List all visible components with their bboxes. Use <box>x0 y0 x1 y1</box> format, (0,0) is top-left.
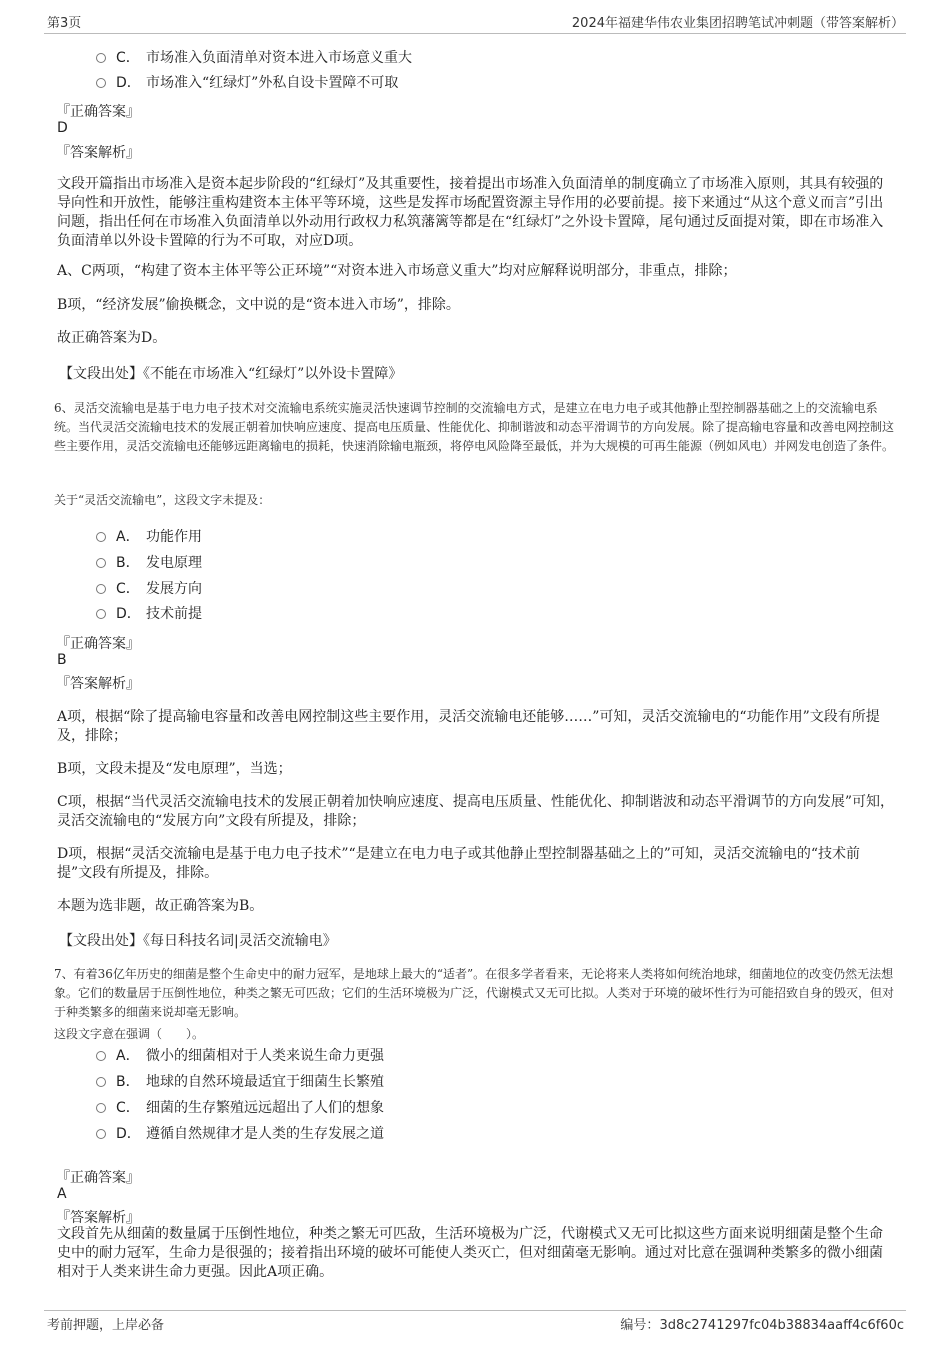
analysis-label: 『答案解析』 <box>56 145 140 161</box>
document-code-value: 3d8c2741297fc04b38834aaff4c6f60c <box>659 1318 904 1333</box>
analysis-label: 『答案解析』 <box>56 676 140 692</box>
radio-icon[interactable] <box>96 558 106 568</box>
footer-slogan: 考前押题，上岸必备 <box>47 1318 165 1333</box>
correct-answer: B <box>57 652 67 668</box>
question-stem: 6、灵活交流输电是基于电力电子技术对交流输电系统实施灵活快速调节控制的交流输电方式，是建立在电力电子或其他静止型控制器基础之上的交流输电系统。当代灵活交流输电技术的发展正朝着加快响应速度、提高电压质量、性能优化、抑制谐波和动态平滑调节的方向发展。除了提高输电容量和改善电网控制这些主要作用，灵活交流输电还能够远距离输电的损耗，快速消除输电瓶颈，将停电风险降至最低，并为大规模的可再生能源（例如风电）并网发电创造了条件。 <box>54 401 895 453</box>
radio-icon[interactable] <box>96 1077 106 1087</box>
analysis-paragraph: B项，“经济发展”偷换概念，文中说的是“资本进入市场”，排除。 <box>57 297 460 313</box>
option-b[interactable]: B． 地球的自然环境最适宜于细菌生长繁殖 <box>96 1072 384 1092</box>
correct-answer: A <box>57 1186 67 1202</box>
passage-source: 【文段出处】《每日科技名词|灵活交流输电》 <box>59 933 337 949</box>
option-d[interactable]: D． 遵循自然规律才是人类的生存发展之道 <box>96 1124 384 1144</box>
radio-icon[interactable] <box>96 1129 106 1139</box>
analysis-paragraph: 文段开篇指出市场准入是资本起步阶段的“红绿灯”及其重要性，接着提出市场准入负面清单的制度确立了市场准入原则，其具有较强的导向性和开放性，能够注重构建资本主体平等环境，这些是发挥市场配置资源主导作用的必要前提。接下来通过“从这个意义而言”引出问题，指出任何在市场准入负面清单以外动用行政权力私筑藩篱等都是在“红绿灯”之外设卡置障，尾句通过反面提对策，即在市场准入负面清单以外设卡置障的行为不可取，对应D项。 <box>57 176 884 249</box>
radio-icon[interactable] <box>96 584 106 594</box>
analysis-paragraph: 故正确答案为D。 <box>57 330 167 346</box>
radio-icon[interactable] <box>96 1103 106 1113</box>
option-c[interactable]: C． 市场准入负面清单对资本进入市场意义重大 <box>96 48 412 68</box>
analysis-paragraph: 本题为选非题，故正确答案为B。 <box>57 898 264 914</box>
correct-answer-label: 『正确答案』 <box>56 636 140 652</box>
header-divider <box>44 33 906 34</box>
radio-icon[interactable] <box>96 609 106 619</box>
analysis-paragraph: C项，根据“当代灵活交流输电技术的发展正朝着加快响应速度、提高电压质量、性能优化、抑制谐波和动态平滑调节的方向发展”可知，灵活交流输电的“发展方向”文段有所提及，排除； <box>57 794 895 829</box>
radio-icon[interactable] <box>96 78 106 88</box>
analysis-paragraph: A项，根据“除了提高输电容量和改善电网控制这些主要作用，灵活交流输电还能够……”可知，灵活交流输电的“功能作用”文段有所提及，排除； <box>57 709 880 744</box>
correct-answer: D <box>57 120 68 136</box>
question-prompt: 关于“灵活交流输电”，这段文字未提及： <box>54 493 271 507</box>
analysis-paragraph: B项，文段未提及“发电原理”，当选； <box>57 761 292 777</box>
option-c[interactable]: C． 发展方向 <box>96 579 202 599</box>
option-d[interactable]: D． 技术前提 <box>96 604 202 624</box>
option-a[interactable]: A． 功能作用 <box>96 527 202 547</box>
footer-divider <box>44 1310 906 1311</box>
radio-icon[interactable] <box>96 53 106 63</box>
analysis-paragraph: D项，根据“灵活交流输电是基于电力电子技术”“是建立在电力电子或其他静止型控制器基础之上的”可知，灵活交流输电的“技术前提”文段有所提及，排除。 <box>57 846 861 881</box>
radio-icon[interactable] <box>96 1051 106 1061</box>
correct-answer-label: 『正确答案』 <box>56 1170 140 1186</box>
option-a[interactable]: A． 微小的细菌相对于人类来说生命力更强 <box>96 1046 384 1066</box>
question-prompt: 这段文字意在强调（ ）。 <box>54 1027 205 1041</box>
correct-answer-label: 『正确答案』 <box>56 104 140 120</box>
question-stem: 7、有着36亿年历史的细菌是整个生命史中的耐力冠军，是地球上最大的“适者”。在很多学者看来，无论将来人类将如何统治地球，细菌地位的改变仍然无法想象。它们的数量居于压倒性地位，种类之繁无可匹敌；它们的生活环境极为广泛，代谢模式又无可比拟。人类对于环境的破坏性行为可能招致自身的毁灭，但对于种类繁多的细菌来说却毫无影响。 <box>54 967 895 1019</box>
page-number: 第3页 <box>47 16 82 31</box>
option-d[interactable]: D． 市场准入“红绿灯”外私自设卡置障不可取 <box>96 73 398 93</box>
analysis-paragraph: 文段首先从细菌的数量属于压倒性地位，种类之繁无可匹敌，生活环境极为广泛，代谢模式又无可比拟这些方面来说明细菌是整个生命史中的耐力冠军，生命力是很强的；接着指出环境的破坏可能使人类灭亡，但对细菌毫无影响。通过对比意在强调种类繁多的微小细菌相对于人类来讲生命力更强。因此A项正确。 <box>57 1226 883 1280</box>
document-code <box>620 1314 904 1333</box>
analysis-label: 『答案解析』 <box>56 1210 140 1226</box>
passage-source: 【文段出处】《不能在市场准入“红绿灯”以外设卡置障》 <box>59 366 403 382</box>
document-code-label: 编号： <box>620 1318 660 1333</box>
radio-icon[interactable] <box>96 532 106 542</box>
document-title: 2024年福建华伟农业集团招聘笔试冲刺题（带答案解析） <box>571 16 904 31</box>
option-c[interactable]: C． 细菌的生存繁殖远远超出了人们的想象 <box>96 1098 384 1118</box>
analysis-paragraph: A、C两项，“构建了资本主体平等公正环境”“对资本进入市场意义重大”均对应解释说明部分，非重点，排除； <box>57 263 737 279</box>
option-b[interactable]: B． 发电原理 <box>96 553 202 573</box>
